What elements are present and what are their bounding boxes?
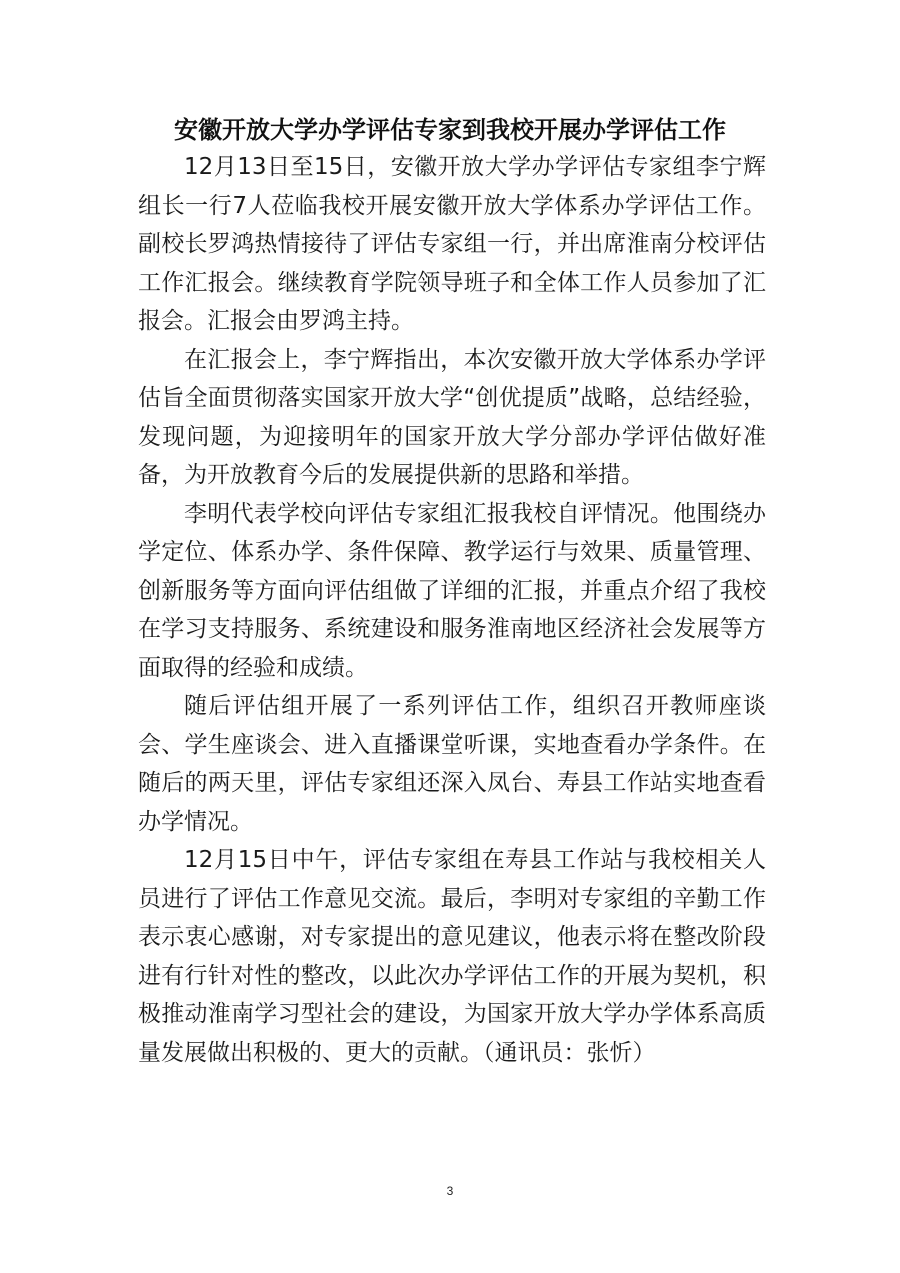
- paragraph-1: 12月13日至15日，安徽开放大学办学评估专家组李宁辉组长一行7人莅临我校开展安徽开放大学体系办学评估工作。副校长罗鸿热情接待了评估专家组一行，并出席淮南分校评估工作汇报会。继续教育学院领导班子和全体工作人员参加了汇报会。汇报会由罗鸿主持。: [138, 154, 766, 334]
- page-number: 3: [446, 1184, 454, 1198]
- article-body: [138, 148, 766, 1072]
- paragraph-4: 随后评估组开展了一系列评估工作，组织召开教师座谈会、学生座谈会、进入直播课堂听课，实地查看办学条件。在随后的两天里，评估专家组还深入凤台、寿县工作站实地查看办学情况。: [138, 693, 766, 835]
- paragraph-5: 12月15日中午，评估专家组在寿县工作站与我校相关人员进行了评估工作意见交流。最后，李明对专家组的辛勤工作表示衷心感谢，对专家提出的意见建议，他表示将在整改阶段进有行针对性的整改，以此次办学评估工作的开展为契机，积极推动淮南学习型社会的建设，为国家开放大学办学体系高质量发展做出积极的、更大的贡献。（通讯员：张忻）: [138, 847, 766, 1066]
- paragraph-3: 李明代表学校向评估专家组汇报我校自评情况。他围绕办学定位、体系办学、条件保障、教学运行与效果、质量管理、创新服务等方面向评估组做了详细的汇报，并重点介绍了我校在学习支持服务、系统建设和服务淮南地区经济社会发展等方面取得的经验和成绩。: [138, 500, 766, 681]
- article-title: 安徽开放大学办学评估专家到我校开展办学评估工作: [174, 115, 726, 144]
- paragraph-2: 在汇报会上，李宁辉指出，本次安徽开放大学体系办学评估旨全面贯彻落实国家开放大学“创优提质”战略，总结经验，发现问题，为迎接明年的国家开放大学分部办学评估做好准备，为开放教育今后的发展提供新的思路和举措。: [138, 346, 766, 488]
